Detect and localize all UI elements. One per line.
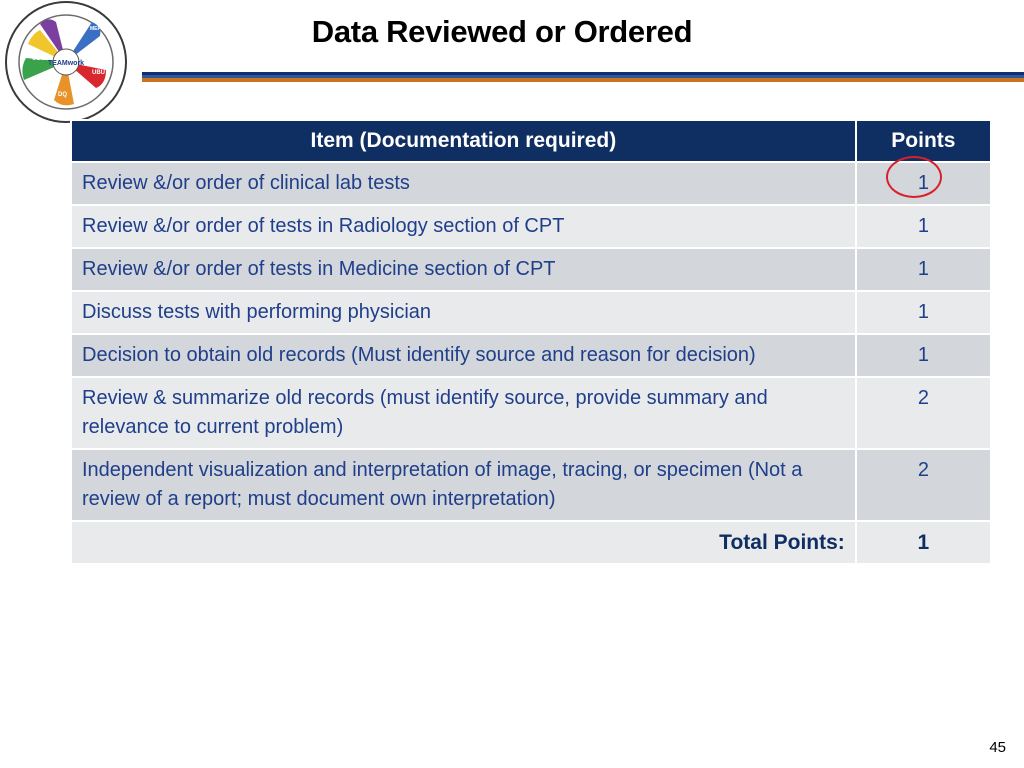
row-item: Review &/or order of clinical lab tests [71,162,856,205]
svg-text:UBU: UBU [92,70,105,76]
table-row [71,377,991,449]
table-row [71,291,991,334]
table-row [71,334,991,377]
row-item: Decision to obtain old records (Must identify source and reason for decision) [71,334,856,377]
total-row [71,521,991,564]
table-row [71,449,991,521]
svg-text:UBO: UBO [32,56,46,62]
table-row [71,162,991,205]
table-row [71,248,991,291]
row-item: Review &/or order of tests in Medicine section of CPT [71,248,856,291]
conference-logo [0,0,130,126]
row-points: 1 [856,248,991,291]
total-value: 1 [856,521,991,564]
row-points: 1 [856,162,991,205]
row-points: 2 [856,449,991,521]
conference-seal-icon [0,0,130,126]
table-row [71,205,991,248]
slide-title: Data Reviewed or Ordered [311,14,693,49]
row-item: Independent visualization and interpretation of image, tracing, or specimen (Not a review of a report; must document own interpretation) [71,449,856,521]
svg-text:TEAMwork: TEAMwork [47,60,85,67]
page-number: 45 [989,739,1006,756]
header-points: Points [856,120,991,162]
row-points: 2 [856,377,991,449]
row-points: 1 [856,291,991,334]
header-item: Item (Documentation required) [71,120,856,162]
row-points: 1 [856,334,991,377]
points-table [70,119,992,565]
row-item: Discuss tests with performing physician [71,291,856,334]
row-item: Review & summarize old records (must identify source, provide summary and relevance to current problem) [71,377,856,449]
title-underline-accent [142,75,1024,78]
row-points: 1 [856,205,991,248]
row-item: Review &/or order of tests in Radiology section of CPT [71,205,856,248]
total-label: Total Points: [71,521,856,564]
svg-text:DQ: DQ [58,92,67,98]
table-header-row [71,120,991,162]
svg-text:MEPRS: MEPRS [90,26,108,32]
highlight-circle [886,156,942,198]
